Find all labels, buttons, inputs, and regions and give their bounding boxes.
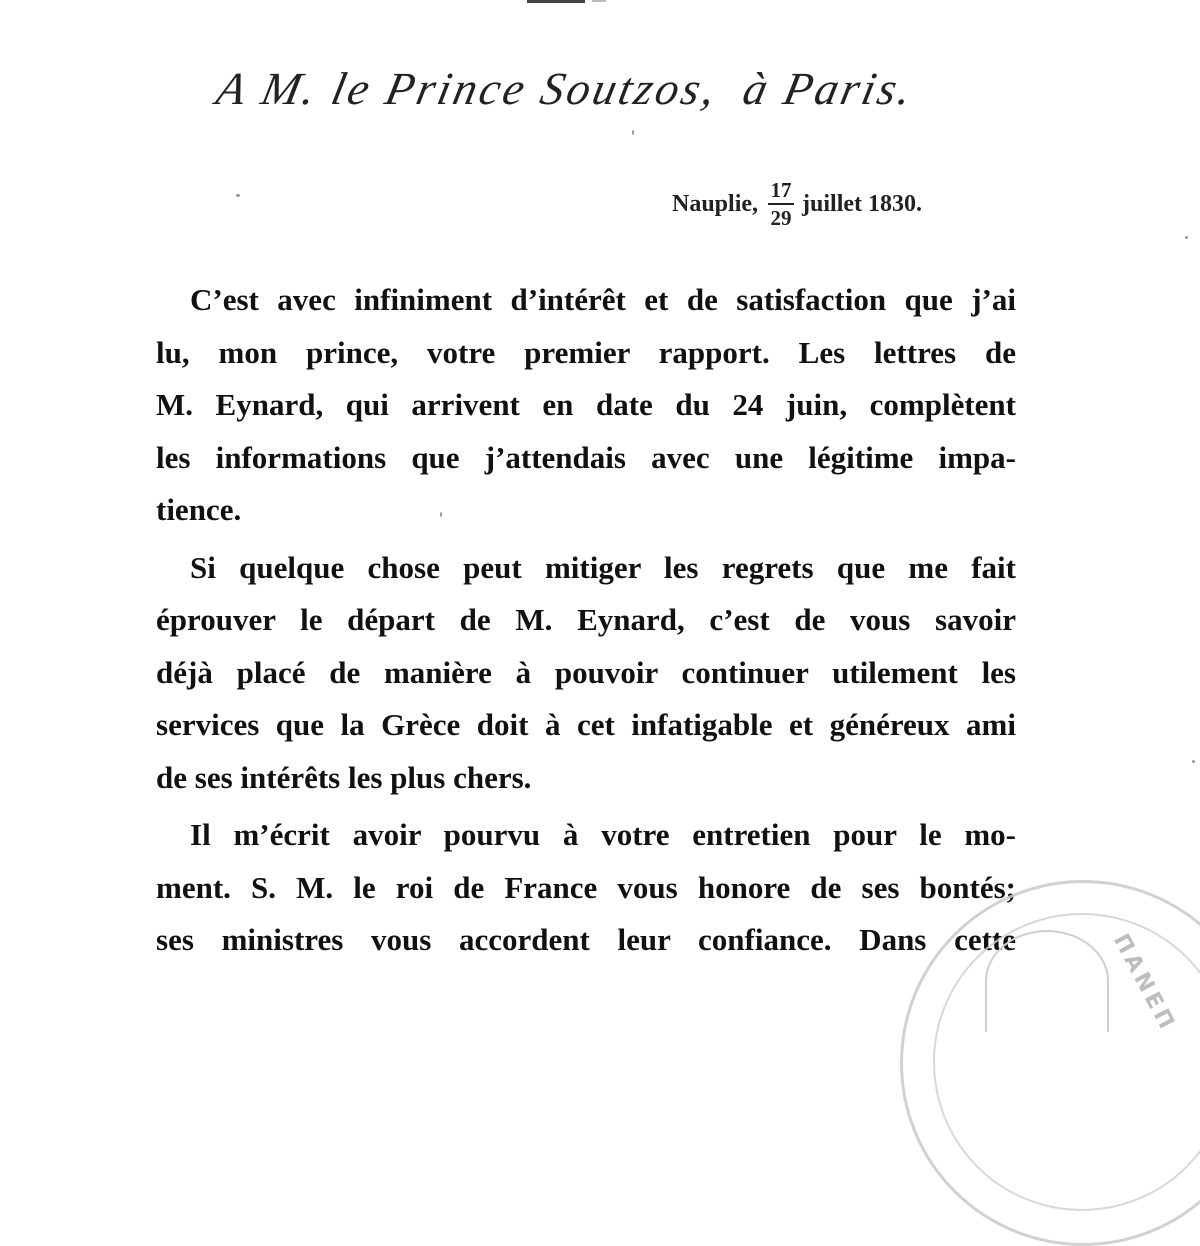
paragraph-2: [156, 542, 1016, 805]
stamp-figure-icon: [985, 930, 1109, 1032]
text-line: M. Eynard, qui arrivent en date du 24 juin, complètent: [156, 387, 1016, 422]
text-line: ment. S. M. le roi de France vous honore de ses bontés;: [156, 869, 1016, 905]
text-line: déjà placé de manière à pouvoir continuer utilement les: [156, 654, 1016, 690]
dateline-dual-date: [768, 179, 794, 229]
scan-speck: [236, 194, 240, 197]
text-line: les informations que j’attendais avec une légitime impa-: [156, 439, 1016, 475]
letter-body: [156, 274, 1016, 972]
text-line: Il m’écrit avoir pourvu à votre entretien pour le mo-: [190, 817, 1016, 852]
scan-speck: [1185, 236, 1188, 239]
letter-heading: [200, 62, 1011, 115]
dateline-place: Nauplie,: [672, 190, 759, 217]
text-line: ses ministres vous accordent leur confiance. Dans cette: [156, 922, 1016, 957]
heading-location: à Paris.: [738, 63, 920, 114]
dateline-month-year: juillet 1830.: [802, 190, 923, 217]
text-line: tience.: [156, 492, 242, 527]
scan-speck: [1192, 760, 1195, 763]
text-line: éprouver le départ de M. Eynard, c’est de vous savoir: [156, 602, 1016, 637]
date-gregorian: 29: [770, 206, 792, 230]
paragraph-3: [156, 809, 1016, 967]
header-rule-fragment: [592, 0, 606, 2]
header-rule: [527, 0, 585, 3]
fraction-bar: [768, 203, 794, 205]
text-line: C’est avec infiniment d’intérêt et de satisfaction que j’ai: [190, 282, 1016, 317]
text-line: lu, mon prince, votre premier rapport. Les lettres de: [156, 334, 1016, 370]
text-line: services que la Grèce doit à cet infatigable et généreux ami: [156, 707, 1016, 742]
scan-speck: [632, 130, 634, 135]
text-line: de ses intérêts les plus chers.: [156, 759, 532, 795]
scan-speck: [440, 512, 442, 517]
stamp-text: ΠΑΝΕΠ: [1107, 930, 1181, 1037]
paragraph-1: [156, 274, 1016, 537]
heading-addressee: A M. le Prince Soutzos,: [212, 63, 724, 114]
dateline: [672, 174, 922, 234]
date-julian: 17: [770, 178, 792, 202]
text-line: Si quelque chose peut mitiger les regrets que me fait: [190, 549, 1016, 585]
